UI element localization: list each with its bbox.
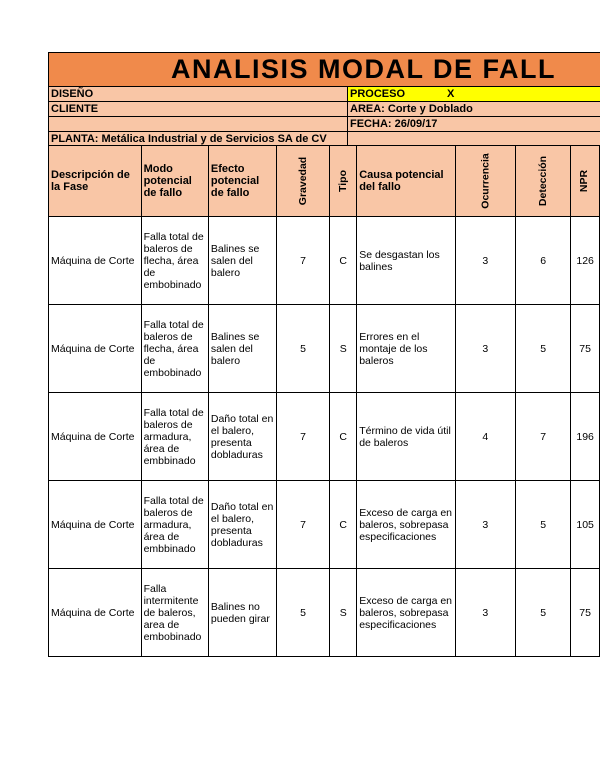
cell-deteccion: 5 <box>516 569 571 657</box>
column-header-causa: Causa potencial del fallo <box>357 146 455 217</box>
empty-cell <box>48 117 348 132</box>
cell-tipo: C <box>330 393 357 481</box>
table-header-row <box>49 146 600 217</box>
planta-label: PLANTA: Metálica Industrial y de Servicios SA de CV <box>48 132 348 147</box>
cell-causa: Exceso de carga en baleros, sobrepasa especificaciones <box>357 569 455 657</box>
diseno-label: DISEÑO <box>48 87 348 102</box>
cell-fase: Máquina de Corte <box>49 217 142 305</box>
header-row-cliente <box>48 102 600 117</box>
cell-npr: 196 <box>571 393 600 481</box>
cell-modo: Falla total de baleros de flecha, área de embobinado <box>141 305 208 393</box>
cell-gravedad: 7 <box>276 481 329 569</box>
cell-deteccion: 5 <box>516 305 571 393</box>
cell-ocurrencia: 4 <box>455 393 515 481</box>
title-banner <box>48 52 600 87</box>
column-header-tipo: Tipo <box>330 146 357 217</box>
column-header-fase: Descripción de la Fase <box>49 146 142 217</box>
proceso-cell <box>348 87 600 102</box>
cell-modo: Falla total de baleros de armadura, área de embbinado <box>141 393 208 481</box>
cell-gravedad: 7 <box>276 217 329 305</box>
table-row <box>49 217 600 305</box>
cell-causa: Errores en el montaje de los baleros <box>357 305 455 393</box>
cell-efecto: Balines no pueden girar <box>208 569 276 657</box>
cell-ocurrencia: 3 <box>455 217 515 305</box>
cell-gravedad: 7 <box>276 393 329 481</box>
cell-modo: Falla total de baleros de flecha, área de embobinado <box>141 217 208 305</box>
cell-modo: Falla intermitente de baleros, area de embobinado <box>141 569 208 657</box>
cell-ocurrencia: 3 <box>455 481 515 569</box>
area-label: AREA: Corte y Doblado <box>348 102 600 117</box>
cell-causa: Se desgastan los balines <box>357 217 455 305</box>
cell-efecto: Daño total en el balero, presenta dobladuras <box>208 393 276 481</box>
cell-tipo: C <box>330 481 357 569</box>
column-header-ocurrencia: Ocurrencia <box>455 146 515 217</box>
cell-modo: Falla total de baleros de armadura, área de embbinado <box>141 481 208 569</box>
cell-tipo: S <box>330 569 357 657</box>
cell-npr: 75 <box>571 305 600 393</box>
cell-deteccion: 6 <box>516 217 571 305</box>
cell-npr: 105 <box>571 481 600 569</box>
cliente-label: CLIENTE <box>48 102 348 117</box>
fecha-label: FECHA: 26/09/17 <box>348 117 600 132</box>
cell-ocurrencia: 3 <box>455 305 515 393</box>
cell-fase: Máquina de Corte <box>49 481 142 569</box>
header-row-diseno <box>48 87 600 102</box>
header-row-fecha <box>48 117 600 132</box>
proceso-value: X <box>447 88 455 100</box>
cell-tipo: C <box>330 217 357 305</box>
cell-efecto: Balines se salen del balero <box>208 305 276 393</box>
fmea-table <box>48 145 600 657</box>
cell-causa: Término de vida útil de baleros <box>357 393 455 481</box>
table-row <box>49 393 600 481</box>
cell-deteccion: 7 <box>516 393 571 481</box>
cell-causa: Exceso de carga en baleros, sobrepasa especificaciones <box>357 481 455 569</box>
cell-npr: 126 <box>571 217 600 305</box>
cell-npr: 75 <box>571 569 600 657</box>
cell-tipo: S <box>330 305 357 393</box>
cell-fase: Máquina de Corte <box>49 305 142 393</box>
table-row <box>49 305 600 393</box>
column-header-npr: NPR <box>571 146 600 217</box>
page-title: ANALISIS MODAL DE FALL <box>171 54 557 84</box>
column-header-deteccion: Detección <box>516 146 571 217</box>
cell-gravedad: 5 <box>276 305 329 393</box>
column-header-efecto: Efecto potencial de fallo <box>208 146 276 217</box>
cell-ocurrencia: 3 <box>455 569 515 657</box>
fmea-sheet-header <box>48 52 600 147</box>
cell-fase: Máquina de Corte <box>49 393 142 481</box>
column-header-modo: Modo potencial de fallo <box>141 146 208 217</box>
table-row <box>49 481 600 569</box>
table-row <box>49 569 600 657</box>
cell-fase: Máquina de Corte <box>49 569 142 657</box>
cell-deteccion: 5 <box>516 481 571 569</box>
proceso-label: PROCESO <box>350 88 406 100</box>
cell-gravedad: 5 <box>276 569 329 657</box>
column-header-gravedad: Gravedad <box>276 146 329 217</box>
cell-efecto: Balines se salen del balero <box>208 217 276 305</box>
cell-efecto: Daño total en el balero, presenta dobladuras <box>208 481 276 569</box>
